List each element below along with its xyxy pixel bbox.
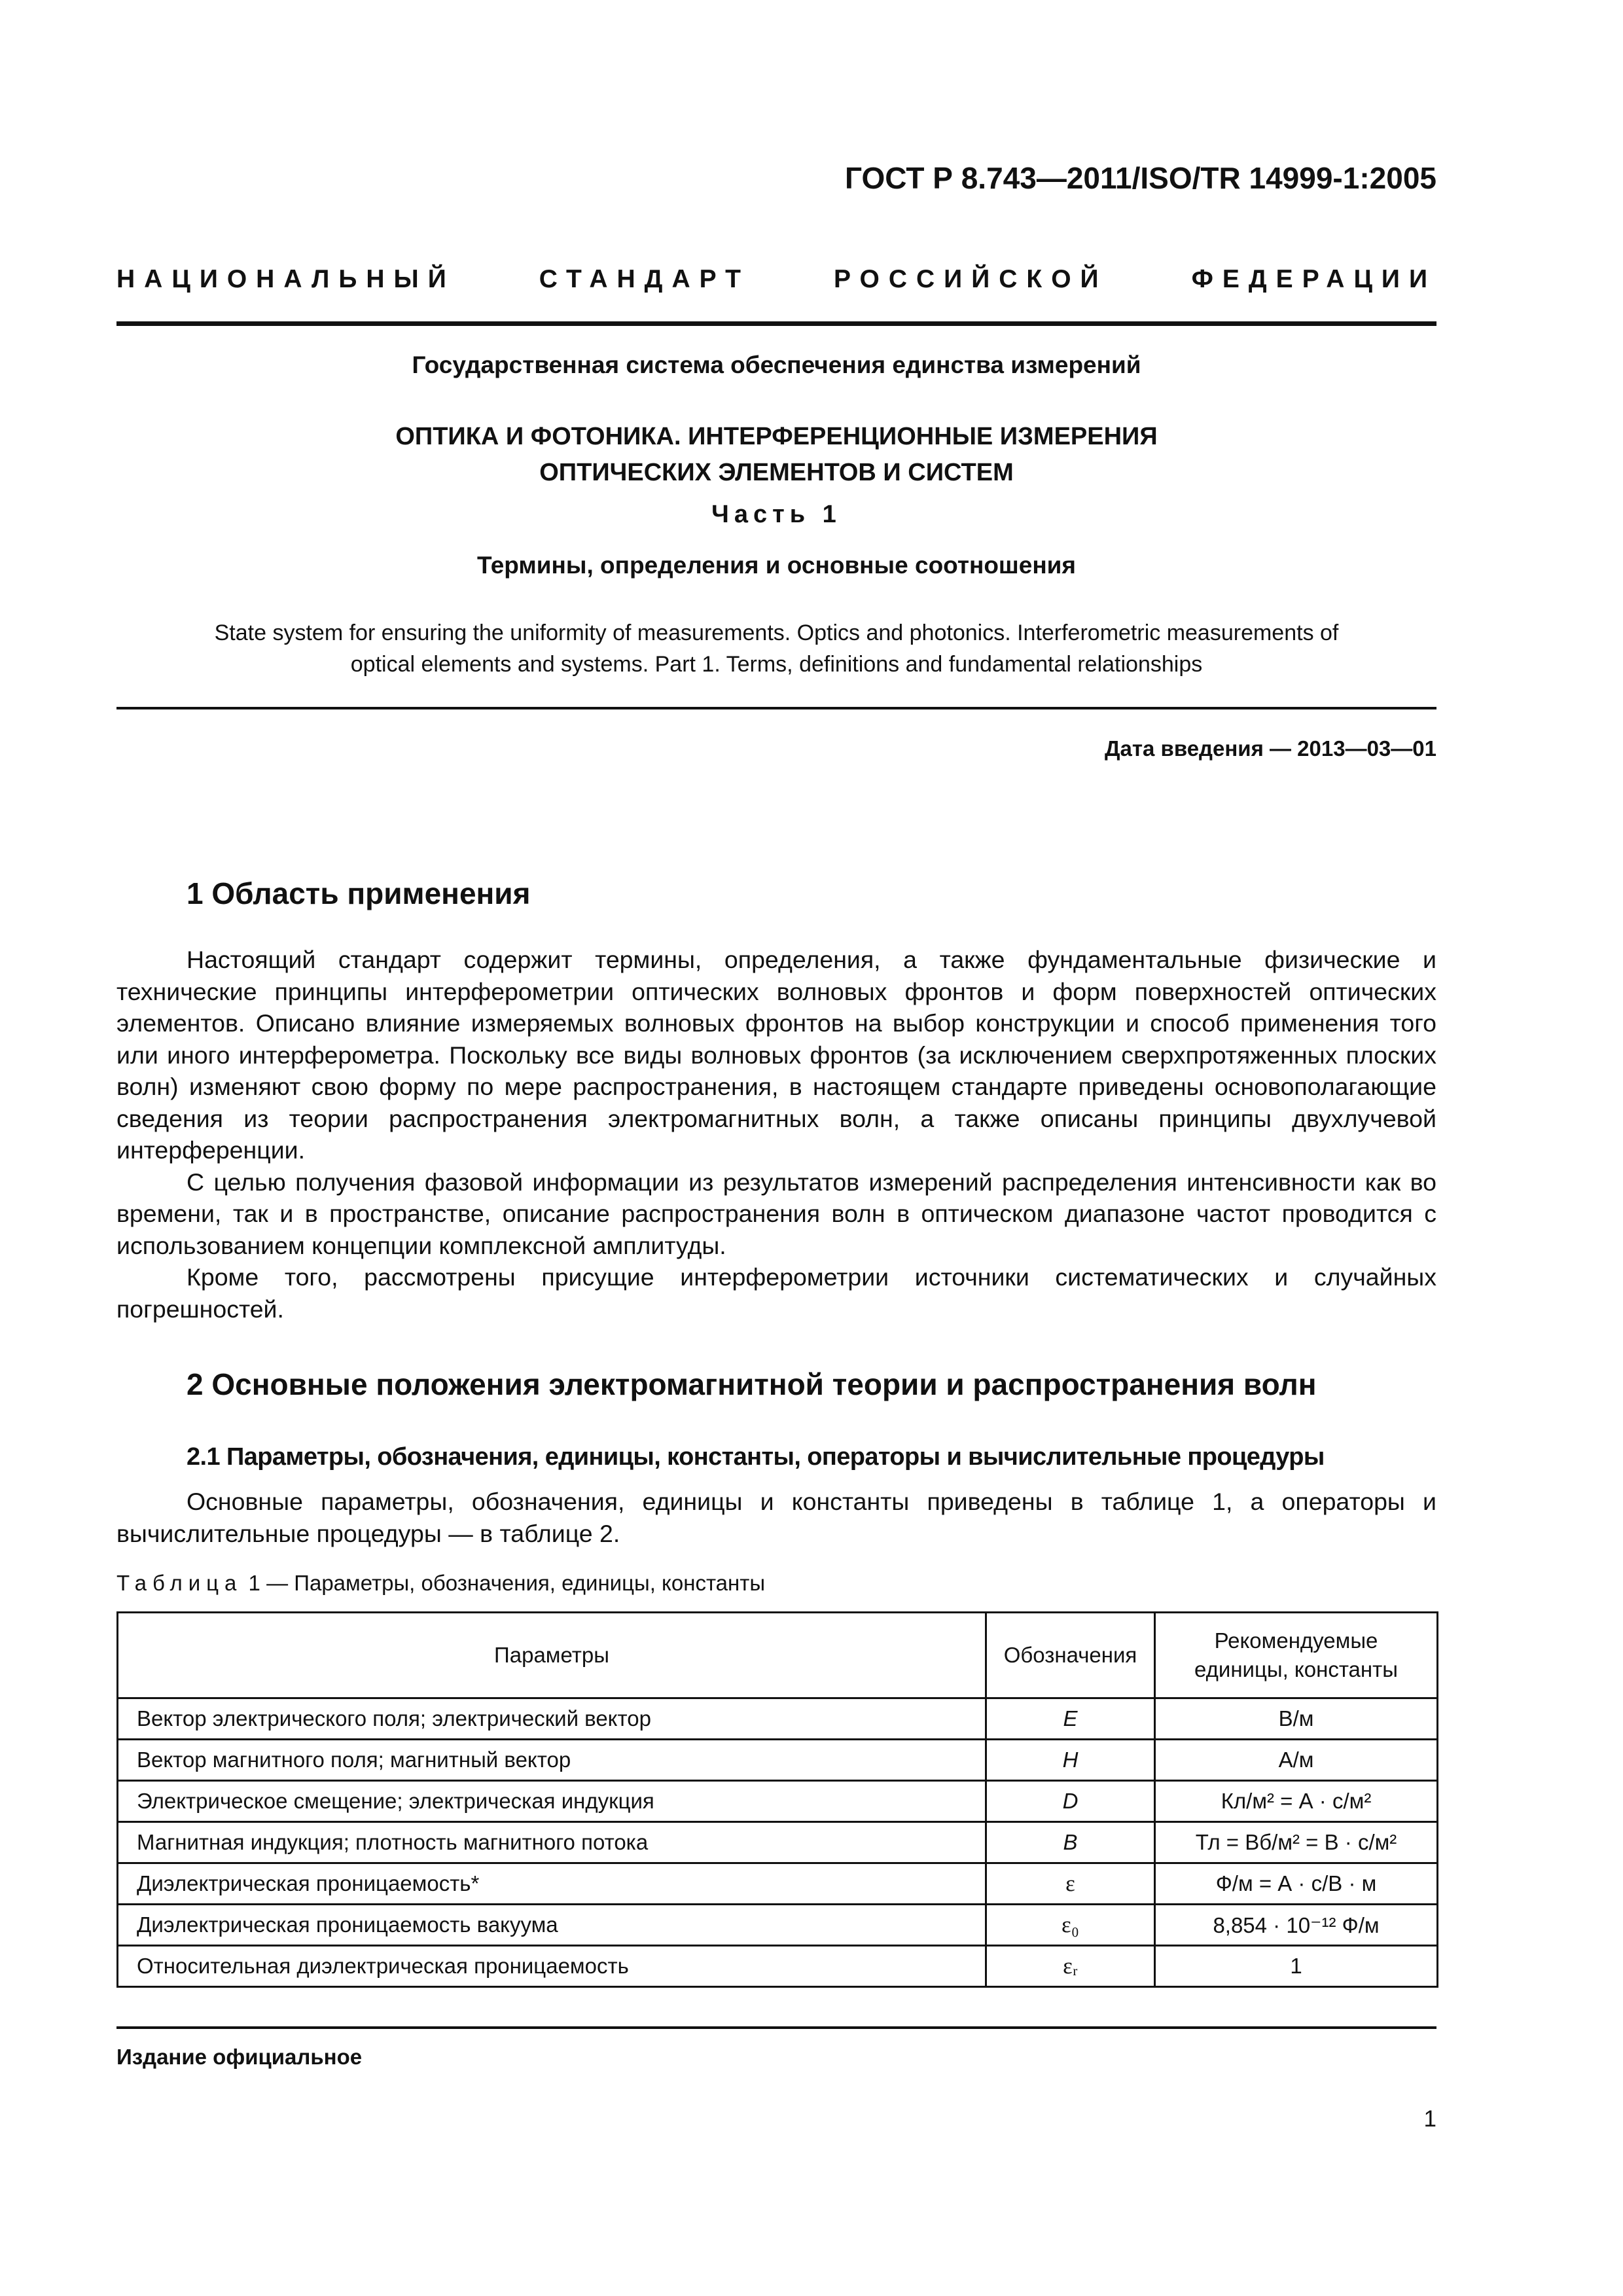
header-divider: [116, 321, 1436, 326]
english-title: [116, 617, 1436, 680]
symbol-cell: D: [986, 1781, 1155, 1822]
table-row: [118, 1946, 1438, 1987]
column-header-units: [1155, 1613, 1438, 1698]
symbol-cell: H: [986, 1740, 1155, 1781]
unit-cell: А/м: [1155, 1740, 1438, 1781]
table-row: [118, 1740, 1438, 1781]
parameter-cell: Электрическое смещение; электрическая индукция: [118, 1781, 986, 1822]
title-divider: [116, 707, 1436, 709]
section-heading: 2 Основные положения электромагнитной теории и распространения волн: [187, 1367, 1317, 1401]
introduction-date: Дата введения — 2013—03—01: [1105, 736, 1436, 761]
paragraph: С целью получения фазовой информации из результатов измерений распределения интенсивности как во времени, так и в пространстве, описание распространения волн в оптическом диапазоне частот проводится с использованием концепции комплексной амплитуды.: [116, 1168, 1436, 1259]
symbol-cell: εᵣ: [986, 1946, 1155, 1987]
column-header-symbols: Обозначения: [986, 1613, 1155, 1698]
table-row: [118, 1698, 1438, 1740]
parameters-table: [116, 1611, 1438, 1988]
section-body: [116, 1486, 1436, 1549]
banner-word: РОССИЙСКОЙ: [834, 265, 1108, 293]
symbol-cell: ε₀: [986, 1905, 1155, 1946]
symbol-cell: E: [986, 1698, 1155, 1740]
table-row: [118, 1863, 1438, 1905]
national-standard-banner: [116, 265, 1436, 294]
paragraph: Основные параметры, обозначения, единицы и константы приведены в таблице 1, а операторы и вычислительные процедуры — в таблице 2.: [116, 1488, 1436, 1547]
unit-cell: Ф/м = А · с/В · м: [1155, 1863, 1438, 1905]
main-title-line: ОПТИКА И ФОТОНИКА. ИНТЕРФЕРЕНЦИОННЫЕ ИЗМЕРЕНИЯ: [395, 423, 1158, 450]
parameter-cell: Диэлектрическая проницаемость*: [118, 1863, 986, 1905]
parameter-cell: Магнитная индукция; плотность магнитного потока: [118, 1822, 986, 1863]
parameter-cell: Относительная диэлектрическая проницаемость: [118, 1946, 986, 1987]
section-body: [116, 944, 1436, 1325]
column-header-units-line: Рекомендуемые: [1214, 1628, 1378, 1653]
parameter-cell: Диэлектрическая проницаемость вакуума: [118, 1905, 986, 1946]
table-row: [118, 1822, 1438, 1863]
parameter-cell: Вектор магнитного поля; магнитный вектор: [118, 1740, 986, 1781]
page-number: 1: [1423, 2106, 1436, 2132]
document-code: ГОСТ Р 8.743—2011/ISO/TR 14999-1:2005: [845, 161, 1436, 195]
table-caption: [116, 1571, 765, 1596]
paragraph: Настоящий стандарт содержит термины, определения, а также фундаментальные физические и технические принципы интерферометрии оптических волновых фронтов и форм поверхностей оптических элементов. Описано влияние измеряемых волновых фронтов на выбор конструкции и способ применения того или иного интерферометра. Поскольку все виды волновых фронтов (за исключением сверхпротяженных плоских волн) изменяют свою форму по мере распространения, в настоящем стандарте приведены основополагающие сведения из теории распространения электромагнитных волн, а также описаны принципы двухлучевой интерференции.: [116, 946, 1436, 1164]
column-header-parameters: Параметры: [118, 1613, 986, 1698]
system-title: Государственная система обеспечения единства измерений: [412, 351, 1141, 378]
symbol-cell: B: [986, 1822, 1155, 1863]
unit-cell: 1: [1155, 1946, 1438, 1987]
unit-cell: В/м: [1155, 1698, 1438, 1740]
subsection-heading: 2.1 Параметры, обозначения, единицы, константы, операторы и вычислительные процедуры: [187, 1443, 1325, 1471]
part-label: Часть 1: [711, 501, 842, 528]
table-caption-text: 1 — Параметры, обозначения, единицы, константы: [242, 1571, 766, 1595]
main-title-line: ОПТИЧЕСКИХ ЭЛЕМЕНТОВ И СИСТЕМ: [539, 459, 1014, 486]
english-title-line: State system for ensuring the uniformity of measurements. Optics and photonics. Interferometric measurements of: [214, 620, 1339, 645]
banner-word: ФЕДЕРАЦИИ: [1191, 265, 1436, 293]
table-header-row: [118, 1613, 1438, 1698]
unit-cell: 8,854 · 10⁻¹² Ф/м: [1155, 1905, 1438, 1946]
unit-cell: Кл/м² = А · с/м²: [1155, 1781, 1438, 1822]
official-edition-label: Издание официальное: [116, 2045, 363, 2069]
parameter-cell: Вектор электрического поля; электрический вектор: [118, 1698, 986, 1740]
banner-word: СТАНДАРТ: [539, 265, 750, 293]
subtitle: Термины, определения и основные соотношения: [476, 552, 1077, 579]
paragraph: Кроме того, рассмотрены присущие интерферометрии источники систематических и случайных погрешностей.: [116, 1263, 1436, 1323]
table-row: [118, 1905, 1438, 1946]
table-caption-label: Таблица: [116, 1571, 243, 1595]
unit-cell: Тл = Вб/м² = В · с/м²: [1155, 1822, 1438, 1863]
english-title-line: optical elements and systems. Part 1. Terms, definitions and fundamental relationships: [350, 652, 1203, 677]
banner-word: НАЦИОНАЛЬНЫЙ: [116, 265, 455, 293]
footer-divider: [116, 2026, 1436, 2029]
table-row: [118, 1781, 1438, 1822]
symbol-cell: ε: [986, 1863, 1155, 1905]
section-heading: 1 Область применения: [187, 876, 531, 910]
main-title: [116, 419, 1436, 491]
column-header-units-line: единицы, константы: [1194, 1657, 1398, 1681]
